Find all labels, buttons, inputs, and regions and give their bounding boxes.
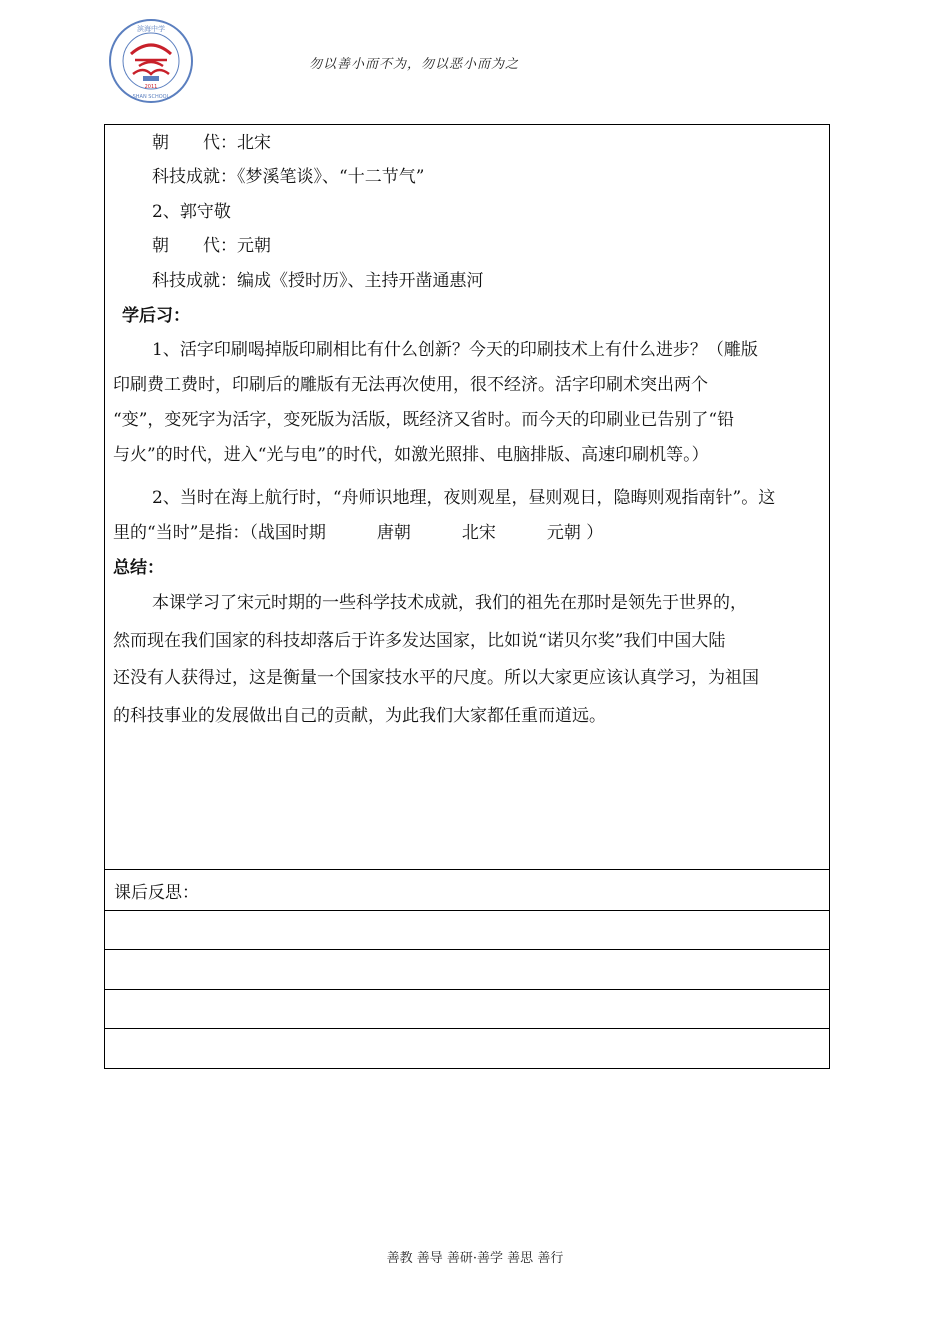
question-1-line: 印刷费工费时，印刷后的雕版有无法再次使用，很不经济。活字印刷术突出两个 — [113, 375, 708, 395]
reflection-line-row[interactable] — [104, 911, 830, 950]
text-line: 科技成就：《梦溪笔谈》、“十二节气” — [152, 167, 425, 187]
text-line: 朝 代：北宋 — [152, 133, 271, 153]
logo-ring-text: 滨海中学 — [137, 25, 165, 33]
text-line: 朝 代：元朝 — [152, 236, 271, 256]
school-emblem-icon — [103, 18, 199, 104]
question-1-line: 1、活字印刷喝掉版印刷相比有什么创新？今天的印刷技术上有什么进步？（雕版 — [152, 340, 758, 360]
reflection-label-row — [104, 870, 830, 911]
summary-heading: 总结： — [113, 558, 164, 578]
summary-line: 还没有人获得过，这是衡量一个国家技水平的尺度。所以大家更应该认真学习，为祖国 — [113, 668, 759, 688]
question-2-line: 里的“当时”是指：（战国时期 唐朝 北宋 元朝 ） — [113, 523, 604, 543]
footer-text: 善教 善导 善研·善学 善思 善行 — [386, 1251, 564, 1266]
header-motto: 勿以善小而不为，勿以恶小而为之 — [309, 57, 520, 72]
reflection-line-row[interactable] — [104, 950, 830, 990]
logo-year: 2011 — [144, 84, 158, 90]
summary-line: 本课学习了宋元时期的一些科学技术成就，我们的祖先在那时是领先于世界的， — [152, 593, 747, 613]
summary-line: 然而现在我们国家的科技却落后于许多发达国家，比如说“诺贝尔奖”我们中国大陆 — [113, 631, 726, 651]
reflection-label: 课后反思： — [114, 883, 199, 903]
reflection-line-row[interactable] — [104, 1029, 830, 1069]
school-logo — [103, 18, 199, 104]
summary-line: 的科技事业的发展做出自己的贡献，为此我们大家都任重而道远。 — [113, 706, 606, 726]
text-line: 科技成就：编成《授时历》、主持开凿通惠河 — [152, 271, 484, 291]
reflection-line-row[interactable] — [104, 990, 830, 1029]
logo-english: SHAN SCHOOL — [132, 94, 170, 100]
question-1-line: “变”，变死字为活字，变死版为活版，既经济又省时。而今天的印刷业已告别了“铅 — [113, 410, 735, 430]
after-study-heading: 学后习： — [122, 306, 190, 326]
question-1-line: 与火”的时代，进入“光与电”的时代，如激光照排、电脑排版、高速印刷机等。） — [113, 445, 709, 465]
text-line: 2、郭守敬 — [152, 202, 231, 222]
question-2-line: 2、当时在海上航行时，“舟师识地理，夜则观星，昼则观日，隐晦则观指南针”。这 — [152, 488, 776, 508]
